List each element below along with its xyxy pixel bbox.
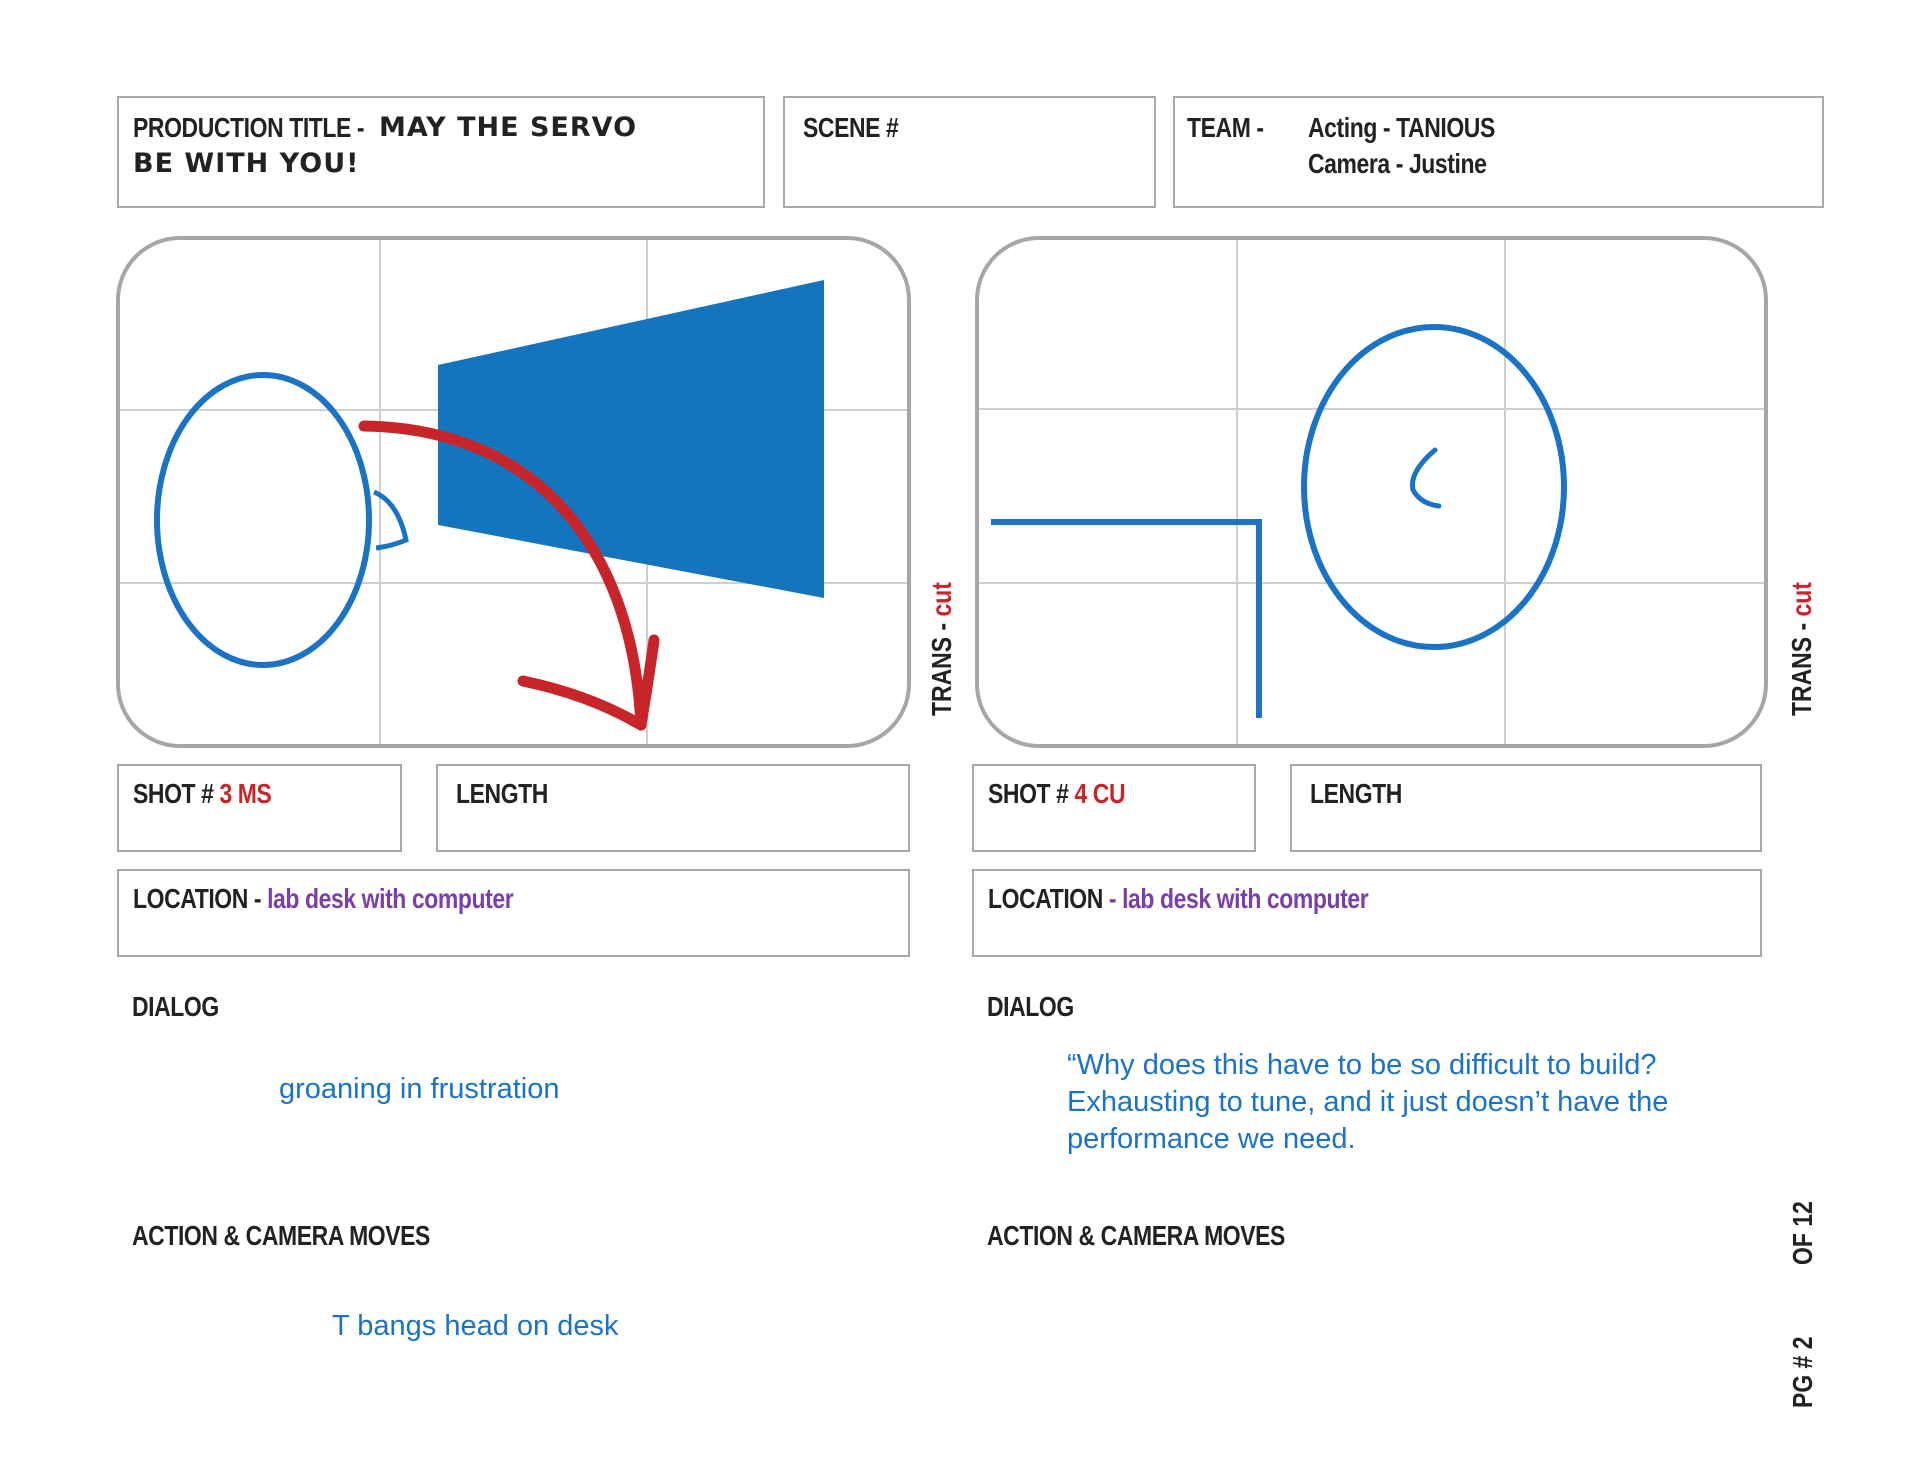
monitor-shape <box>438 280 824 598</box>
dialog-text-4-line1: “Why does this have to be so difficult to build? <box>1067 1049 1657 1081</box>
location-label: LOCATION - lab desk with computer <box>988 883 1369 914</box>
shot-box-4 <box>972 764 1256 852</box>
scene-box <box>783 96 1156 208</box>
team-acting: Acting - TANIOUS <box>1308 112 1495 143</box>
dialog-text-4-line3: performance we need. <box>1067 1123 1356 1155</box>
length-box-4 <box>1290 764 1762 852</box>
action-label-3: ACTION & CAMERA MOVES <box>132 1220 430 1251</box>
location-label: LOCATION - lab desk with computer <box>133 883 514 914</box>
desk-edge <box>991 522 1259 718</box>
team-label: TEAM - <box>1187 112 1264 143</box>
team-box <box>1173 96 1824 208</box>
action-label-4: ACTION & CAMERA MOVES <box>987 1220 1285 1251</box>
production-title-box <box>117 96 765 208</box>
length-label: LENGTH <box>1310 778 1402 809</box>
production-title-line1: MAY THE SERVO <box>379 112 638 143</box>
action-text-3: T bangs head on desk <box>332 1310 619 1342</box>
location-box-3 <box>117 869 910 957</box>
trans-label-shot-4: TRANS - cut <box>1786 582 1817 716</box>
sketch-shot-4 <box>979 240 1768 748</box>
location-box-4 <box>972 869 1762 957</box>
length-label: LENGTH <box>456 778 548 809</box>
dialog-text-4-line2: Exhausting to tune, and it just doesn’t have the <box>1067 1086 1669 1118</box>
dialog-label-3: DIALOG <box>132 991 219 1022</box>
shot-box-3 <box>117 764 402 852</box>
storyboard-frame-shot-4 <box>975 236 1768 748</box>
shot-label: SHOT # 3 MS <box>133 778 272 809</box>
head-ellipse <box>157 375 369 665</box>
storyboard-frame-shot-3 <box>116 236 911 748</box>
scene-label: SCENE # <box>803 112 899 143</box>
nose-stroke <box>374 492 406 548</box>
page-of-label: OF 12 <box>1787 1201 1818 1265</box>
sketch-shot-3 <box>120 240 911 748</box>
trans-label-shot-3: TRANS - cut <box>926 582 957 716</box>
length-box-3 <box>436 764 910 852</box>
head-ellipse <box>1304 327 1564 647</box>
production-title-label: PRODUCTION TITLE - <box>133 112 365 143</box>
team-camera: Camera - Justine <box>1308 148 1487 179</box>
shot-label: SHOT # 4 CU <box>988 778 1126 809</box>
page-number-label: PG # 2 <box>1787 1336 1818 1408</box>
dialog-label-4: DIALOG <box>987 991 1074 1022</box>
dialog-text-3: groaning in frustration <box>279 1073 560 1105</box>
production-title-line2: BE WITH YOU! <box>133 148 360 179</box>
nose-stroke <box>1412 450 1439 506</box>
